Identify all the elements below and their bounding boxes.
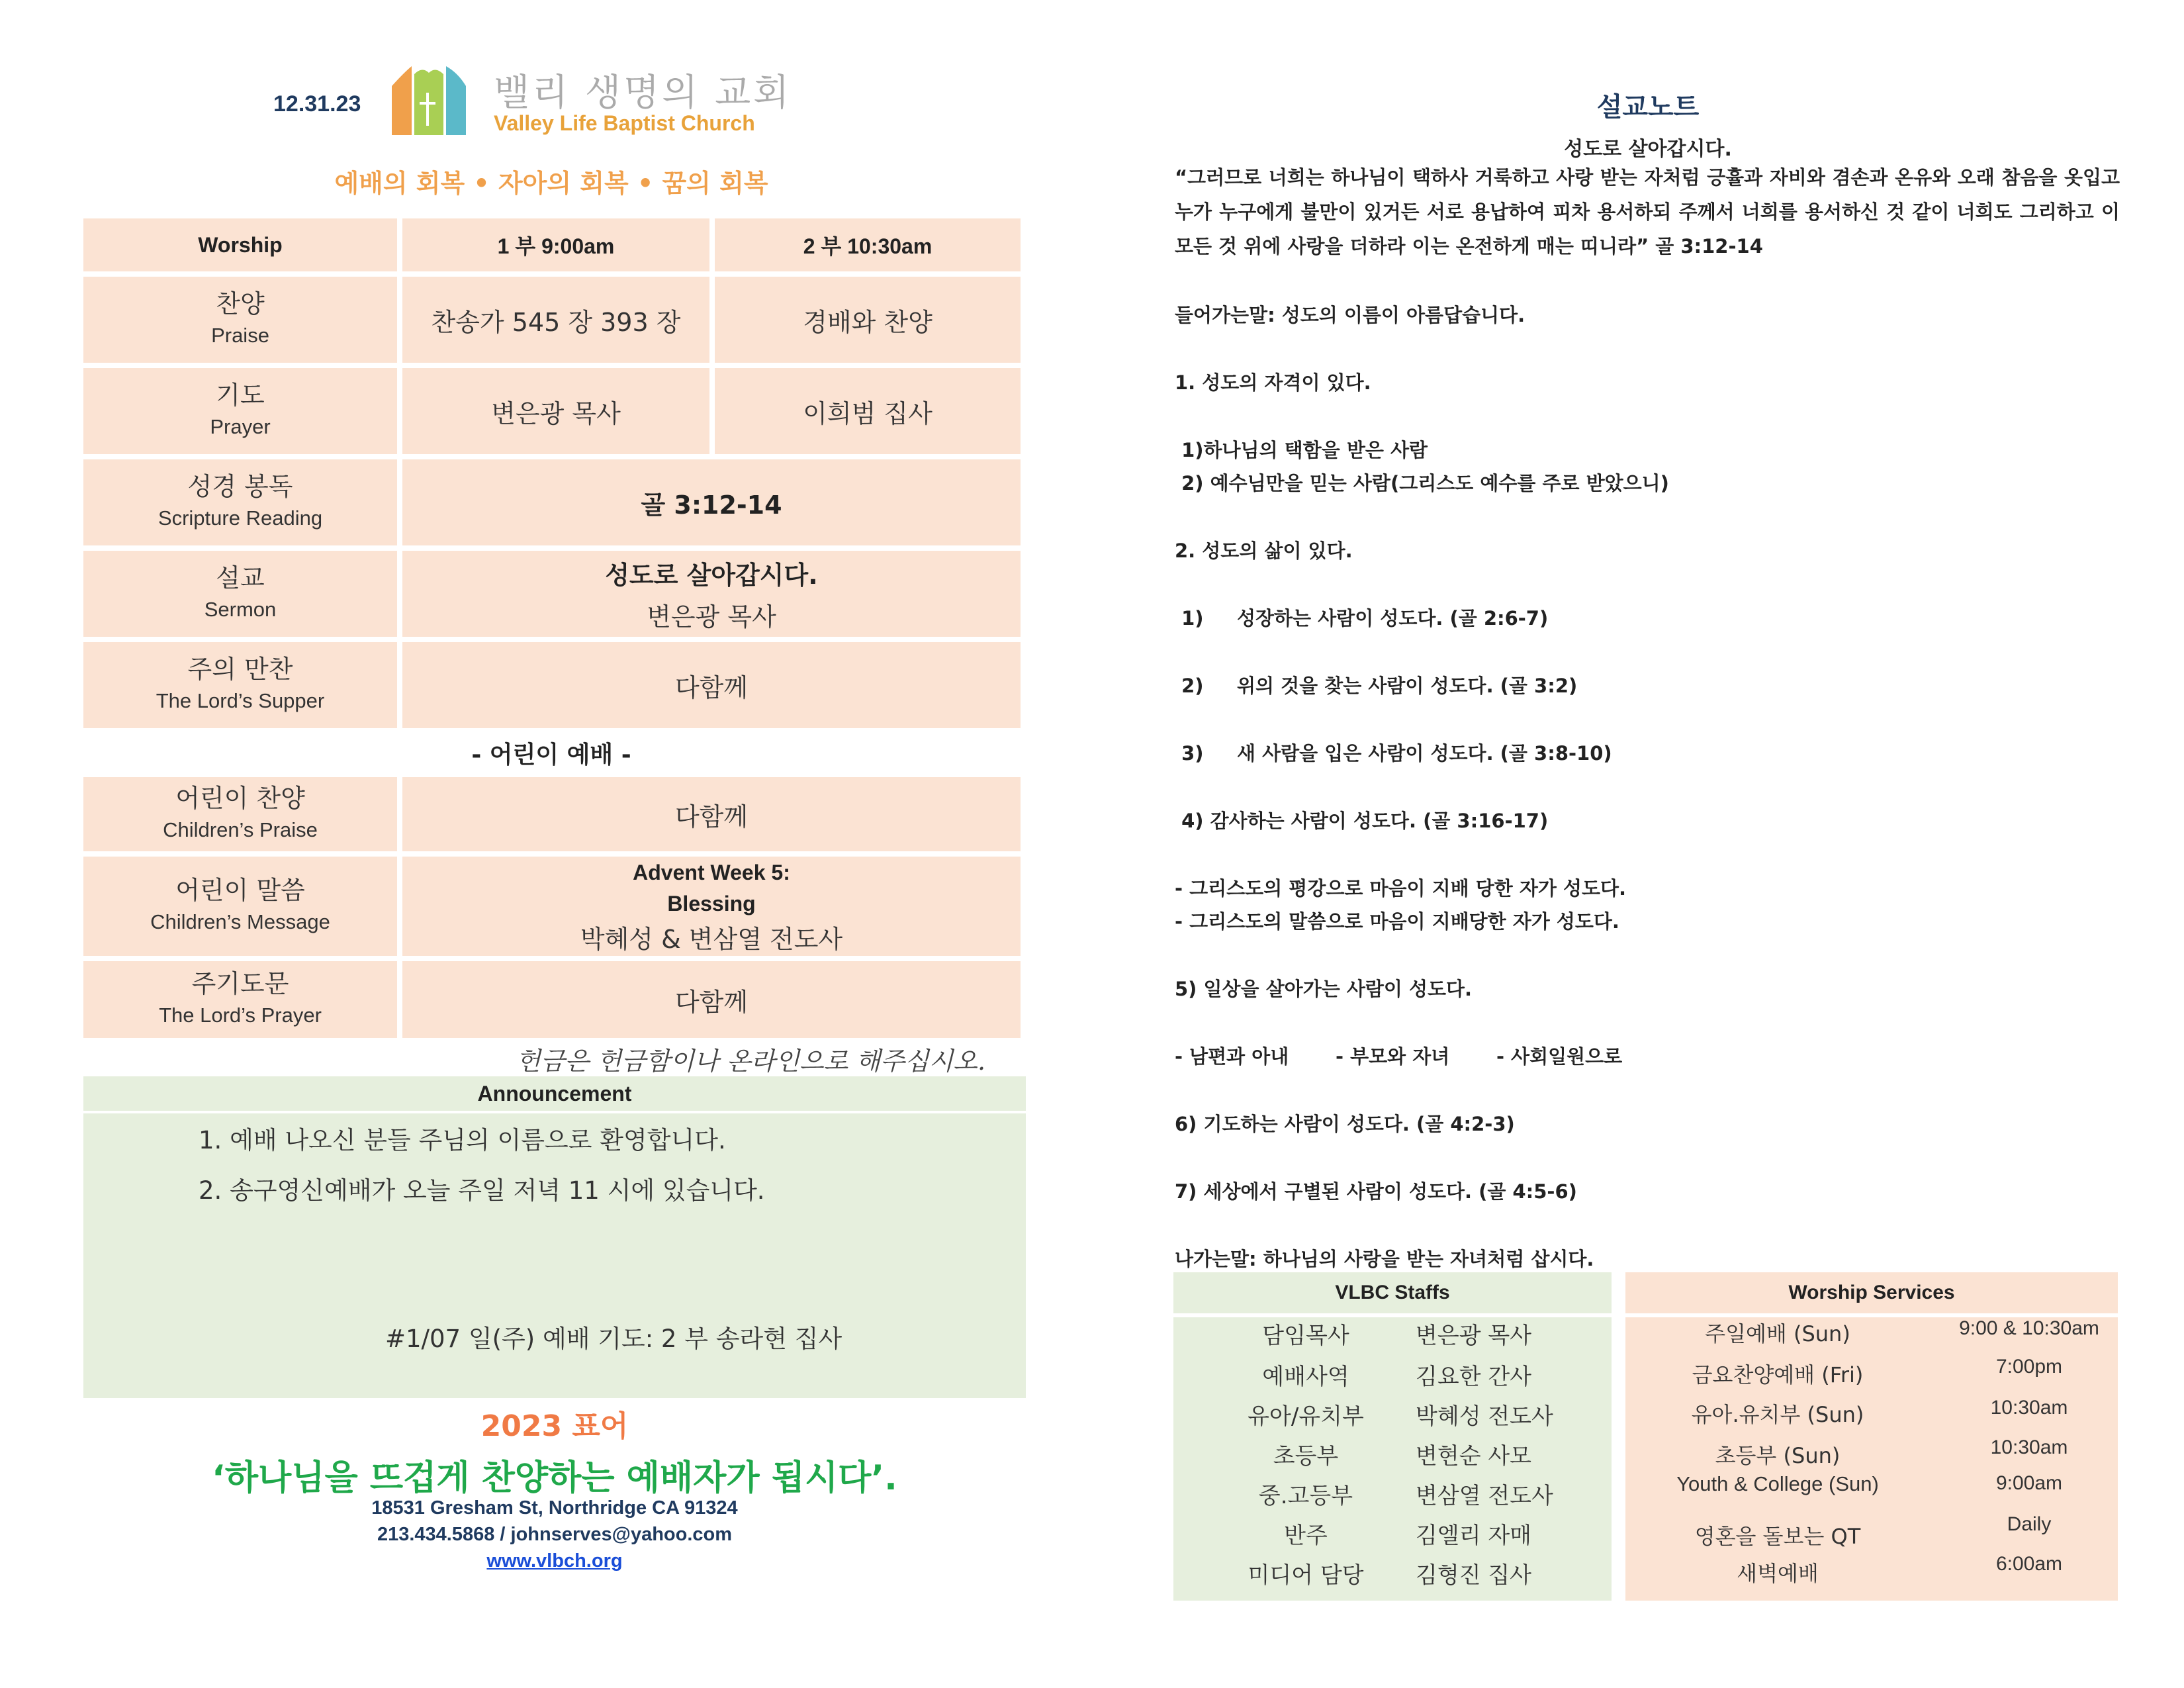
praise-second-cell bbox=[715, 277, 1021, 363]
supper-en: The Lord’s Supper bbox=[156, 689, 325, 713]
outline-bullet: - 그리스도의 평강으로 마음이 지배 당한 자가 성도다. bbox=[1175, 877, 1627, 900]
scripture-value-cell bbox=[402, 459, 1021, 545]
outline-bullet: - 남편과 아내 - 부모와 자녀 - 사회일원으로 bbox=[1175, 1045, 1623, 1068]
staff-role: 반주 bbox=[1284, 1523, 1328, 1549]
lords-prayer-en: The Lord’s Prayer bbox=[159, 1004, 322, 1027]
praise-second: 경배와 찬양 bbox=[803, 307, 933, 337]
sermon-notes-title: 설교노트 bbox=[1596, 92, 1700, 122]
praise-ko: 찬양 bbox=[216, 289, 265, 319]
supper-label-cell bbox=[83, 642, 397, 728]
year-motto: ‘하나님을 뜨겁게 찬양하는 예배자가 됩시다’. bbox=[212, 1458, 897, 1498]
announcement-body bbox=[83, 1113, 1026, 1398]
outline-sub: 3) 새 사람을 입은 사람이 성도다. (골 3:8-10) bbox=[1175, 742, 1612, 765]
service-time: 9:00 & 10:30am bbox=[1959, 1317, 2099, 1339]
prayer-en: Prayer bbox=[210, 415, 271, 439]
staffs-list bbox=[1173, 1317, 1612, 1601]
header-second-service bbox=[715, 218, 1021, 271]
scripture-label-cell bbox=[83, 459, 397, 545]
church-phone-email: 213.434.5868 / johnserves@yahoo.com bbox=[377, 1524, 733, 1545]
sermon-label-cell bbox=[83, 551, 397, 637]
services-header: Worship Services bbox=[1625, 1272, 2118, 1313]
header-first-service-label: 1 부 9:00am bbox=[497, 234, 615, 258]
kids-message-label-cell bbox=[83, 857, 397, 956]
scripture-ko: 성경 봉독 bbox=[187, 472, 293, 502]
kids-praise-value-cell bbox=[402, 777, 1021, 851]
service-time: 10:30am bbox=[1990, 1436, 2068, 1458]
service-time: 7:00pm bbox=[1995, 1356, 2063, 1378]
outline-bullet: - 그리스도의 말씀으로 마음이 지배당한 자가 성도다. bbox=[1175, 910, 1619, 933]
church-name-english: Valley Life Baptist Church bbox=[494, 111, 755, 135]
sermon-value-cell bbox=[402, 551, 1021, 637]
next-week-prayer: #1/07 일(주) 예배 기도: 2 부 송라현 집사 bbox=[385, 1325, 842, 1353]
praise-first-cell bbox=[402, 277, 709, 363]
prayer-second-cell bbox=[715, 368, 1021, 454]
staff-role: 예배사역 bbox=[1262, 1364, 1349, 1390]
sermon-ko: 설교 bbox=[216, 563, 265, 593]
kids-message-line2: Blessing bbox=[667, 891, 756, 915]
service-time: 9:00am bbox=[1995, 1472, 2063, 1494]
kids-message-ko: 어린이 말씀 bbox=[175, 876, 305, 906]
kids-message-en: Children’s Message bbox=[150, 910, 330, 934]
sermon-title: 성도로 살아갑시다. bbox=[605, 561, 818, 590]
service-name: 초등부 (Sun) bbox=[1715, 1443, 1841, 1468]
outline-sub: 2) 예수님만을 믿는 사람(그리스도 예수를 주로 받았으니) bbox=[1175, 472, 1669, 494]
service-name: 유아.유치부 (Sun) bbox=[1691, 1402, 1864, 1427]
outline-sub: 4) 감사하는 사람이 성도다. (골 3:16-17) bbox=[1175, 810, 1549, 832]
supper-value: 다함께 bbox=[674, 673, 749, 702]
outline-sub: 6) 기도하는 사람이 성도다. (골 4:2-3) bbox=[1175, 1113, 1515, 1135]
outline-sub: 5) 일상을 살아가는 사람이 성도다. bbox=[1175, 978, 1473, 1000]
scripture-verse: “그러므로 너희는 하나님이 택하사 거룩하고 사랑 받는 자처럼 긍휼과 자비와 겸손과 온유와 오래 참음을 옷입고 누가 누구에게 불만이 있거든 서로 용납하여 피차 용서하되 주께서 너희를 용서하신 것 같이 너희도 그리하고 이 모든 것 위에 사랑을 더하라 이는 온전하게 매는 띠니라” 골 3:12-14 bbox=[1175, 166, 2120, 258]
announcement-item: 2. 송구영신예배가 오늘 주일 저녁 11 시에 있습니다. bbox=[199, 1176, 765, 1205]
lords-prayer-ko: 주기도문 bbox=[191, 969, 289, 999]
announcement-header: Announcement bbox=[83, 1076, 1026, 1111]
staff-role: 중.고등부 bbox=[1258, 1483, 1353, 1509]
kids-message-line1: Advent Week 5: bbox=[633, 861, 790, 885]
header-worship bbox=[83, 218, 397, 271]
kids-worship-title: - 어린이 예배 - bbox=[471, 741, 631, 769]
kids-praise-en: Children’s Praise bbox=[163, 818, 318, 842]
staff-role: 초등부 bbox=[1273, 1443, 1339, 1470]
outline-sub: 1) 성장하는 사람이 성도다. (골 2:6-7) bbox=[1175, 607, 1549, 630]
service-time: Daily bbox=[2007, 1513, 2052, 1535]
staff-name: 변현순 사모 bbox=[1416, 1443, 1532, 1470]
church-website-link[interactable]: www.vlbch.org bbox=[486, 1550, 623, 1571]
kids-praise-label-cell bbox=[83, 777, 397, 851]
prayer-first: 변은광 목사 bbox=[491, 399, 621, 428]
prayer-second: 이희범 집사 bbox=[803, 399, 933, 428]
year-motto-title: 2023 표어 bbox=[480, 1409, 629, 1443]
supper-value-cell bbox=[402, 642, 1021, 728]
service-name: 주일예배 (Sun) bbox=[1705, 1321, 1850, 1346]
prayer-ko: 기도 bbox=[216, 381, 265, 410]
staffs-header: VLBC Staffs bbox=[1173, 1272, 1612, 1313]
outline-point-2: 2. 성도의 삶이 있다. bbox=[1175, 539, 1353, 562]
outline-point-1: 1. 성도의 자격이 있다. bbox=[1175, 371, 1371, 394]
service-time: 10:30am bbox=[1990, 1397, 2068, 1419]
announcement-item: 1. 예배 나오신 분들 주님의 이름으로 환영합니다. bbox=[199, 1126, 726, 1154]
praise-first: 찬송가 545 장 393 장 bbox=[431, 307, 681, 337]
staff-name: 김엘리 자매 bbox=[1416, 1523, 1532, 1549]
church-website-row bbox=[83, 1550, 1026, 1572]
staff-name: 김요한 간사 bbox=[1416, 1364, 1532, 1390]
praise-en: Praise bbox=[211, 324, 269, 348]
bulletin-date: 12.31.23 bbox=[273, 91, 361, 117]
header-first-service bbox=[402, 218, 709, 271]
service-time: 6:00am bbox=[1995, 1553, 2063, 1575]
sermon-notes-subtitle: 성도로 살아갑시다. bbox=[1564, 138, 1732, 161]
services-list bbox=[1625, 1317, 2118, 1601]
outline-sub: 2) 위의 것을 찾는 사람이 성도다. (골 3:2) bbox=[1175, 675, 1578, 697]
service-name: 새벽예배 bbox=[1737, 1561, 1819, 1586]
church-name-korean: 밸리 생명의 교회 bbox=[494, 71, 792, 115]
lords-prayer-value: 다함께 bbox=[674, 987, 749, 1017]
header-second-service-label: 2 부 10:30am bbox=[803, 234, 933, 258]
scripture-value: 골 3:12-14 bbox=[641, 490, 782, 520]
lords-prayer-label-cell bbox=[83, 961, 397, 1038]
scripture-en: Scripture Reading bbox=[158, 506, 323, 530]
header-worship-label: Worship bbox=[198, 232, 283, 257]
outline-sub: 7) 세상에서 구별된 사람이 성도다. (골 4:5-6) bbox=[1175, 1180, 1577, 1203]
offering-note: 헌금은 헌금함이나 온라인으로 해주십시오. bbox=[516, 1047, 986, 1076]
prayer-first-cell bbox=[402, 368, 709, 454]
kids-message-line3: 박혜성 & 변삼열 전도사 bbox=[580, 924, 843, 954]
kids-praise-value: 다함께 bbox=[674, 802, 749, 831]
prayer-label-cell bbox=[83, 368, 397, 454]
supper-ko: 주의 만찬 bbox=[187, 655, 293, 684]
staff-name: 변은광 목사 bbox=[1416, 1323, 1532, 1349]
service-name: 영혼을 돌보는 QT bbox=[1694, 1524, 1861, 1549]
praise-label-cell bbox=[83, 277, 397, 363]
kids-message-value-cell bbox=[402, 857, 1021, 956]
staff-role: 담임목사 bbox=[1262, 1323, 1349, 1349]
kids-praise-ko: 어린이 찬양 bbox=[175, 784, 305, 814]
staff-role: 유아/유치부 bbox=[1248, 1403, 1364, 1430]
staff-name: 변삼열 전도사 bbox=[1416, 1483, 1553, 1509]
sermon-speaker: 변은광 목사 bbox=[647, 602, 776, 632]
staff-name: 김형진 집사 bbox=[1416, 1562, 1532, 1589]
church-address: 18531 Gresham St, Northridge CA 91324 bbox=[371, 1497, 738, 1519]
staff-name: 박혜성 전도사 bbox=[1416, 1403, 1553, 1430]
church-motto: 예배의 회복 • 자아의 회복 • 꿈의 회복 bbox=[334, 169, 768, 198]
service-name: Youth & College (Sun) bbox=[1676, 1472, 1879, 1495]
lords-prayer-value-cell bbox=[402, 961, 1021, 1038]
outline-intro: 들어가는말: 성도의 이름이 아름답습니다. bbox=[1175, 304, 1525, 326]
church-logo bbox=[392, 66, 478, 135]
service-name: 금요찬양예배 (Fri) bbox=[1692, 1362, 1864, 1387]
staff-role: 미디어 담당 bbox=[1248, 1562, 1364, 1589]
outline-sub: 1)하나님의 택함을 받은 사람 bbox=[1175, 439, 1428, 461]
sermon-en: Sermon bbox=[204, 598, 277, 622]
outline-conclusion: 나가는말: 하나님의 사랑을 받는 자녀처럼 삽시다. bbox=[1175, 1248, 1594, 1270]
